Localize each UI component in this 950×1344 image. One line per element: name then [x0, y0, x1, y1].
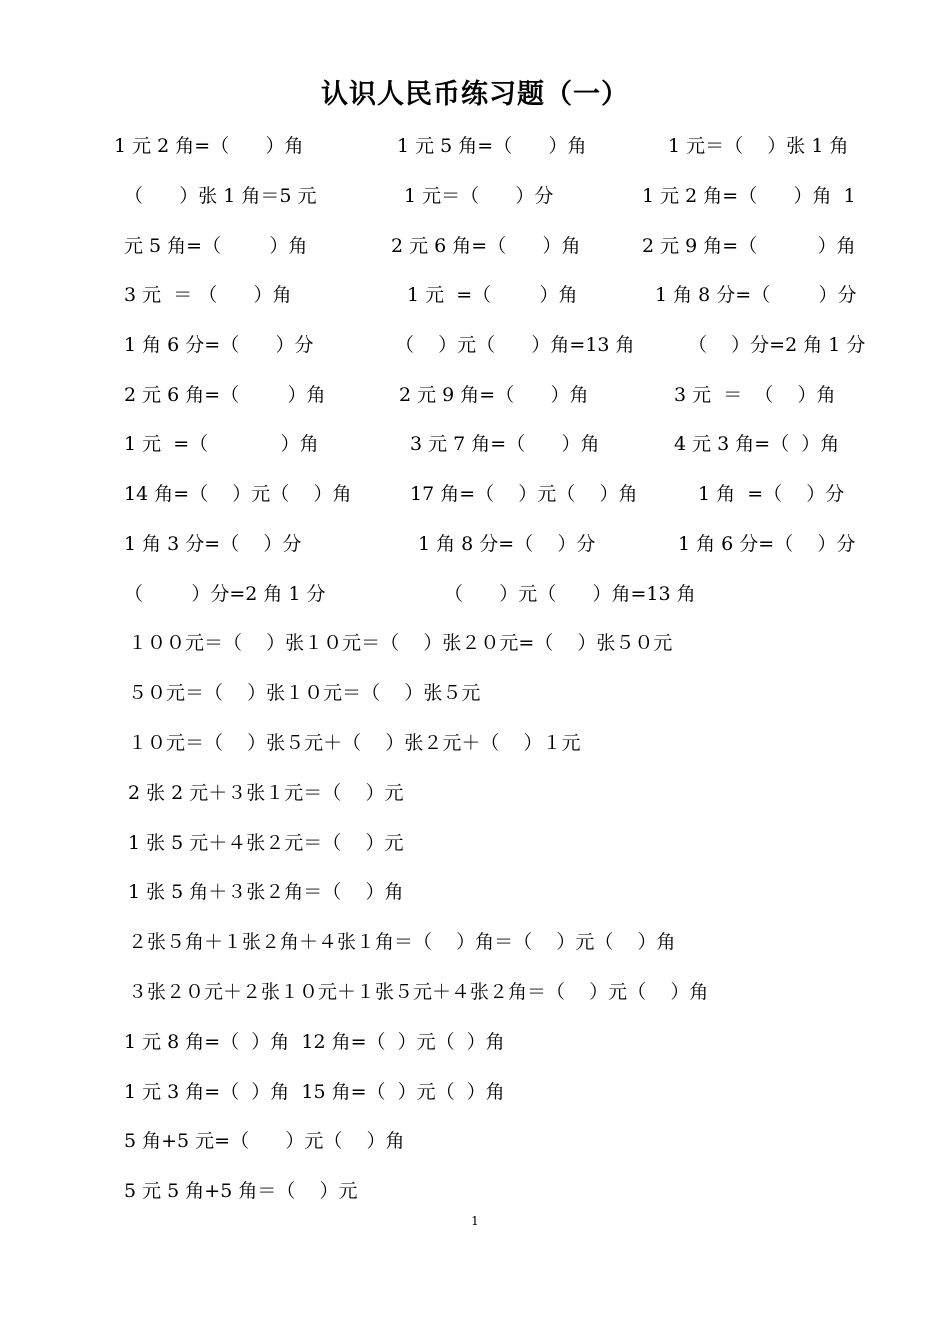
page-number: 1	[471, 1214, 479, 1228]
exercise-line-1: １００元＝（ ）张１０元＝（ ）张２０元=（ ）张５０元	[128, 632, 673, 654]
exercise-line-2: ５０元＝（ ）张１０元＝（ ）张５元	[128, 682, 481, 704]
exercise-r6-c3: 3 元 ＝ （ ）角	[674, 384, 836, 406]
exercise-r9-c3: 1 角 6 分=（ ）分	[678, 533, 856, 555]
exercise-r5-c3: （ ）分=2 角 1 分	[688, 334, 866, 356]
exercise-line-11: 5 角+5 元=（ ）元（ ）角	[124, 1130, 405, 1152]
exercise-line-8: ３张２０元＋２张１０元＋１张５元＋４张２角＝（ ）元（ ）角	[128, 981, 709, 1003]
exercise-r8-c1: 14 角=（ ）元（ ）角	[124, 483, 352, 505]
exercise-r6-c2: 2 元 9 角=（ ）角	[399, 384, 589, 406]
exercise-r5-c2: （ ）元（ ）角=13 角	[395, 334, 635, 356]
exercise-r3-c1: 元 5 角=（ ）角	[124, 235, 308, 257]
exercise-r10-c1: （ ）分=2 角 1 分	[124, 583, 326, 605]
exercise-r10-c2: （ ）元（ ）角=13 角	[444, 583, 696, 605]
exercise-r3-c3: 2 元 9 角=（ ）角	[642, 235, 856, 257]
exercise-line-9: 1 元 8 角=（ ）角 12 角=（ ）元（ ）角	[124, 1031, 505, 1053]
exercise-r1-c3: 1 元＝（ ）张 1 角	[668, 135, 849, 157]
exercise-r9-c2: 1 角 8 分=（ ）分	[418, 533, 596, 555]
exercise-r1-c1: 1 元 2 角=（ ）角	[114, 135, 304, 157]
exercise-line-10: 1 元 3 角=（ ）角 15 角=（ ）元（ ）角	[124, 1081, 505, 1103]
exercise-r9-c1: 1 角 3 分=（ ）分	[124, 533, 302, 555]
exercise-r6-c1: 2 元 6 角=（ ）角	[124, 384, 326, 406]
exercise-r4-c1: 3 元 ＝ （ ）角	[124, 284, 292, 306]
exercise-r7-c3: 4 元 3 角=（ ）角	[674, 433, 840, 455]
exercise-line-6: 1 张 5 角＋３张２角＝（ ）角	[128, 881, 404, 903]
exercise-r4-c3: 1 角 8 分=（ ）分	[655, 284, 857, 306]
exercise-r8-c3: 1 角 =（ ）分	[698, 483, 845, 505]
exercise-r1-c2: 1 元 5 角=（ ）角	[397, 135, 587, 157]
exercise-r2-c1: （ ）张 1 角＝5 元	[124, 185, 317, 207]
exercise-line-12: 5 元 5 角+5 角＝（ ）元	[124, 1180, 358, 1202]
exercise-r2-c3: 1 元 2 角=（ ）角 1	[642, 185, 856, 207]
exercise-r3-c2: 2 元 6 角=（ ）角	[391, 235, 581, 257]
exercise-r8-c2: 17 角=（ ）元（ ）角	[410, 483, 638, 505]
exercise-r7-c2: 3 元 7 角=（ ）角	[410, 433, 600, 455]
exercise-line-4: 2 张 2 元＋３张１元＝（ ）元	[128, 782, 404, 804]
exercise-line-3: １０元＝（ ）张５元＋（ ）张２元＋（ ）１元	[128, 732, 581, 754]
exercise-r7-c1: 1 元 =（ ）角	[124, 433, 319, 455]
exercise-r4-c2: 1 元 =（ ）角	[407, 284, 578, 306]
exercise-line-5: 1 张 5 元＋４张２元＝（ ）元	[128, 832, 404, 854]
exercise-r2-c2: 1 元＝（ ）分	[404, 185, 554, 207]
exercise-r5-c1: 1 角 6 分=（ ）分	[124, 334, 314, 356]
page-title: 认识人民币练习题（一）	[321, 79, 629, 110]
exercise-line-7: ２张５角＋１张２角＋４张１角＝（ ）角＝（ ）元（ ）角	[128, 931, 676, 953]
